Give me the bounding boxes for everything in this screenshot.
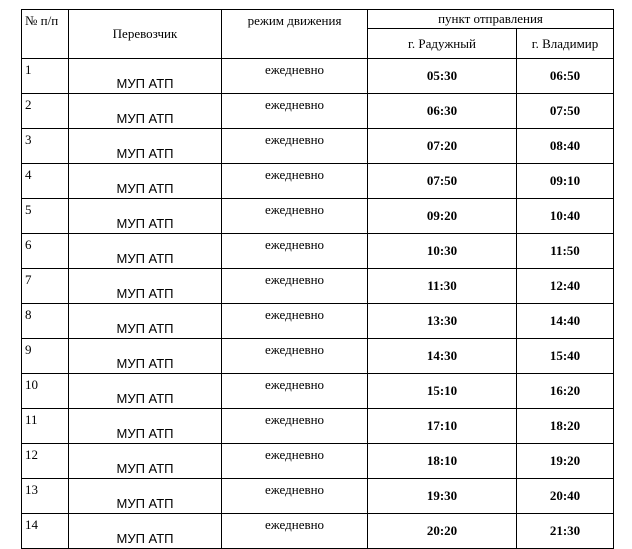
row-carrier: МУП АТП [69, 444, 222, 479]
row-time-vladimir: 11:50 [517, 234, 614, 269]
row-mode: ежедневно [222, 514, 368, 549]
table-row [22, 444, 614, 479]
row-carrier: МУП АТП [69, 514, 222, 549]
header-mode: режим движения [222, 10, 368, 59]
row-time-radužny: 07:50 [368, 164, 517, 199]
row-time-vladimir: 20:40 [517, 479, 614, 514]
row-time-vladimir: 09:10 [517, 164, 614, 199]
row-mode: ежедневно [222, 479, 368, 514]
row-mode: ежедневно [222, 234, 368, 269]
row-time-vladimir: 07:50 [517, 94, 614, 129]
row-carrier: МУП АТП [69, 234, 222, 269]
row-num: 11 [22, 409, 69, 444]
row-time-vladimir: 14:40 [517, 304, 614, 339]
row-time-radužny: 09:20 [368, 199, 517, 234]
row-time-vladimir: 19:20 [517, 444, 614, 479]
row-mode: ежедневно [222, 374, 368, 409]
row-time-radužny: 06:30 [368, 94, 517, 129]
table-row [22, 409, 614, 444]
schedule-body [22, 59, 614, 549]
table-row [22, 59, 614, 94]
row-mode: ежедневно [222, 164, 368, 199]
row-carrier: МУП АТП [69, 339, 222, 374]
table-row [22, 304, 614, 339]
row-time-radužny: 07:20 [368, 129, 517, 164]
row-time-vladimir: 08:40 [517, 129, 614, 164]
table-row [22, 269, 614, 304]
table-row [22, 129, 614, 164]
header-num: № п/п [22, 10, 69, 59]
row-num: 5 [22, 199, 69, 234]
header-city-a: г. Радужный [368, 29, 517, 59]
row-mode: ежедневно [222, 94, 368, 129]
header-city-b: г. Владимир [517, 29, 614, 59]
table-row [22, 479, 614, 514]
table-row [22, 164, 614, 199]
header-carrier: Перевозчик [69, 10, 222, 59]
row-carrier: МУП АТП [69, 409, 222, 444]
row-mode: ежедневно [222, 129, 368, 164]
row-time-vladimir: 15:40 [517, 339, 614, 374]
row-mode: ежедневно [222, 409, 368, 444]
row-num: 12 [22, 444, 69, 479]
row-time-radužny: 14:30 [368, 339, 517, 374]
row-carrier: МУП АТП [69, 199, 222, 234]
row-mode: ежедневно [222, 199, 368, 234]
row-time-radužny: 13:30 [368, 304, 517, 339]
row-time-radužny: 19:30 [368, 479, 517, 514]
row-num: 9 [22, 339, 69, 374]
row-mode: ежедневно [222, 269, 368, 304]
row-mode: ежедневно [222, 59, 368, 94]
row-time-radužny: 17:10 [368, 409, 517, 444]
row-carrier: МУП АТП [69, 269, 222, 304]
schedule-table [21, 9, 614, 549]
row-num: 6 [22, 234, 69, 269]
row-num: 2 [22, 94, 69, 129]
table-row [22, 94, 614, 129]
table-row [22, 514, 614, 549]
row-carrier: МУП АТП [69, 304, 222, 339]
table-row [22, 199, 614, 234]
row-num: 13 [22, 479, 69, 514]
row-mode: ежедневно [222, 339, 368, 374]
row-mode: ежедневно [222, 444, 368, 479]
row-carrier: МУП АТП [69, 129, 222, 164]
row-num: 3 [22, 129, 69, 164]
table-row [22, 234, 614, 269]
row-carrier: МУП АТП [69, 59, 222, 94]
row-time-vladimir: 18:20 [517, 409, 614, 444]
row-num: 14 [22, 514, 69, 549]
row-time-radužny: 20:20 [368, 514, 517, 549]
row-num: 1 [22, 59, 69, 94]
table-row [22, 374, 614, 409]
row-time-radužny: 11:30 [368, 269, 517, 304]
row-carrier: МУП АТП [69, 164, 222, 199]
row-time-radužny: 10:30 [368, 234, 517, 269]
row-time-radužny: 05:30 [368, 59, 517, 94]
header-departure: пункт отправления [368, 10, 614, 29]
row-num: 7 [22, 269, 69, 304]
row-num: 4 [22, 164, 69, 199]
row-time-radužny: 18:10 [368, 444, 517, 479]
table-row [22, 339, 614, 374]
row-carrier: МУП АТП [69, 94, 222, 129]
header-row [22, 10, 614, 29]
row-num: 8 [22, 304, 69, 339]
row-time-vladimir: 12:40 [517, 269, 614, 304]
row-num: 10 [22, 374, 69, 409]
row-time-radužny: 15:10 [368, 374, 517, 409]
row-carrier: МУП АТП [69, 479, 222, 514]
row-mode: ежедневно [222, 304, 368, 339]
row-time-vladimir: 06:50 [517, 59, 614, 94]
row-time-vladimir: 21:30 [517, 514, 614, 549]
row-time-vladimir: 16:20 [517, 374, 614, 409]
row-time-vladimir: 10:40 [517, 199, 614, 234]
row-carrier: МУП АТП [69, 374, 222, 409]
